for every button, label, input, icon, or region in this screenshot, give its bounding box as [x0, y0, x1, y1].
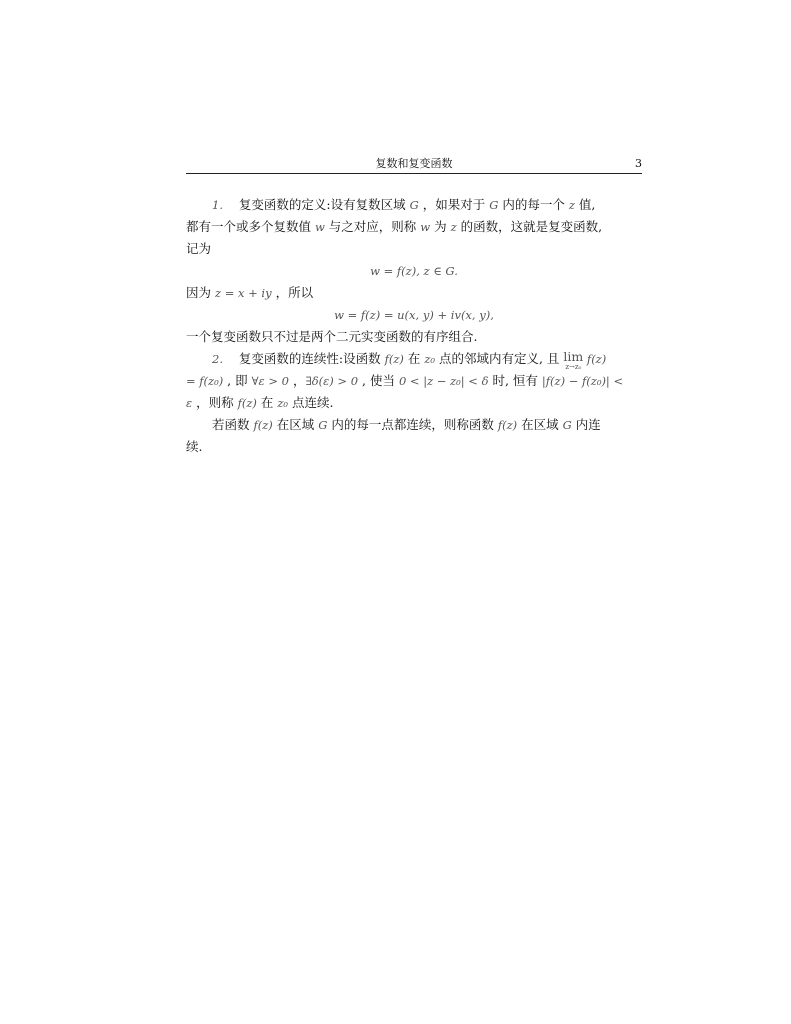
page-number: 3	[635, 157, 642, 170]
document-body	[186, 194, 642, 458]
item1-line1	[186, 194, 642, 216]
header-title: 复数和复变函数	[375, 157, 453, 170]
item1-since-line	[186, 282, 642, 304]
math-var: w	[420, 220, 431, 234]
item2-text: ，则称	[192, 395, 238, 410]
math-expr: 0 < |z − z₀| < δ	[398, 374, 489, 388]
math-expr: ∀ε > 0	[251, 374, 289, 388]
math-var: G	[562, 418, 572, 432]
math-expr: z = x + iy	[214, 286, 272, 300]
item2-line2	[186, 370, 642, 392]
item1-text: 一个复变函数只不过是两个二元实变函数的有序组合.	[186, 329, 478, 344]
item1-text: ，如果对于	[418, 197, 490, 212]
item2-text: 内连	[571, 417, 601, 432]
item2-text: 内的每一点都连续，则称函数	[327, 417, 498, 432]
item1-line3	[186, 238, 642, 260]
limit-word: lim	[563, 349, 584, 364]
item1-label: 复变函数的定义:	[238, 197, 331, 212]
item2-text: ，	[288, 373, 306, 388]
math-expr: f(z)	[253, 418, 273, 432]
math-expr: f(z)	[384, 352, 404, 366]
item2-text: 时, 恒有	[488, 373, 542, 388]
limit-operator	[563, 349, 584, 372]
math-expr: = f(z₀)	[186, 374, 224, 388]
math-var: G	[409, 198, 419, 212]
item2-text: 设函数	[343, 351, 385, 366]
math-var: z	[450, 220, 457, 234]
item2-text: , 使当	[358, 373, 399, 388]
item2-text: 在	[256, 395, 278, 410]
math-expr: z₀	[424, 352, 436, 366]
item1-text: 值,	[574, 197, 596, 212]
math-expr: ε	[186, 396, 193, 410]
math-expr: z₀	[277, 396, 289, 410]
math-var: w	[314, 220, 325, 234]
item1-text: 内的每一个	[498, 197, 569, 212]
equation-2-text: w = f(z) = u(x, y) + iv(x, y),	[334, 308, 494, 322]
item1-text: 因为	[186, 285, 215, 300]
item1-text: 记为	[186, 241, 212, 256]
item2-line3	[186, 392, 642, 414]
math-expr: ∃δ(ε) > 0	[305, 374, 359, 388]
equation-1	[186, 260, 642, 282]
item2-label: 复变函数的连续性:	[238, 351, 344, 366]
item2-number: 2.	[212, 352, 223, 366]
item2-text: 在区域	[272, 417, 319, 432]
math-expr: f(z)	[497, 418, 518, 432]
item1-text: 与之对应，则称	[324, 219, 421, 234]
math-var: G	[318, 418, 328, 432]
item2-text: , 即	[223, 373, 252, 388]
item1-number: 1.	[212, 198, 223, 212]
math-var: z	[568, 198, 575, 212]
item1-text: ，所以	[271, 285, 314, 300]
item1-line2	[186, 216, 642, 238]
item2-text: 在	[403, 351, 425, 366]
running-header	[186, 157, 642, 174]
item2-line5	[186, 436, 642, 458]
item2-text: 续.	[186, 439, 203, 454]
equation-1-text: w = f(z), z ∈ G.	[370, 264, 458, 278]
item1-text: 的函数，这就是复变函数,	[456, 219, 603, 234]
item2-text: 若函数	[212, 417, 254, 432]
math-var: G	[489, 198, 499, 212]
item2-line4	[186, 414, 642, 436]
math-expr: |f(z) − f(z₀)| <	[541, 374, 624, 388]
item2-text: 点的邻域内有定义, 且	[435, 351, 564, 366]
limit-subscript: z→z₀	[565, 363, 582, 371]
item1-text: 为	[430, 219, 451, 234]
item1-conclusion	[186, 326, 642, 348]
item2-text: 点连续.	[288, 395, 334, 410]
item2-line1	[186, 348, 642, 370]
item1-text: 设有复数区域	[330, 197, 410, 212]
item2-text: 在区域	[517, 417, 563, 432]
math-expr: f(z)	[583, 352, 607, 366]
equation-2	[186, 304, 642, 326]
math-expr: f(z)	[237, 396, 257, 410]
item1-text: 都有一个或多个复数值	[186, 219, 315, 234]
